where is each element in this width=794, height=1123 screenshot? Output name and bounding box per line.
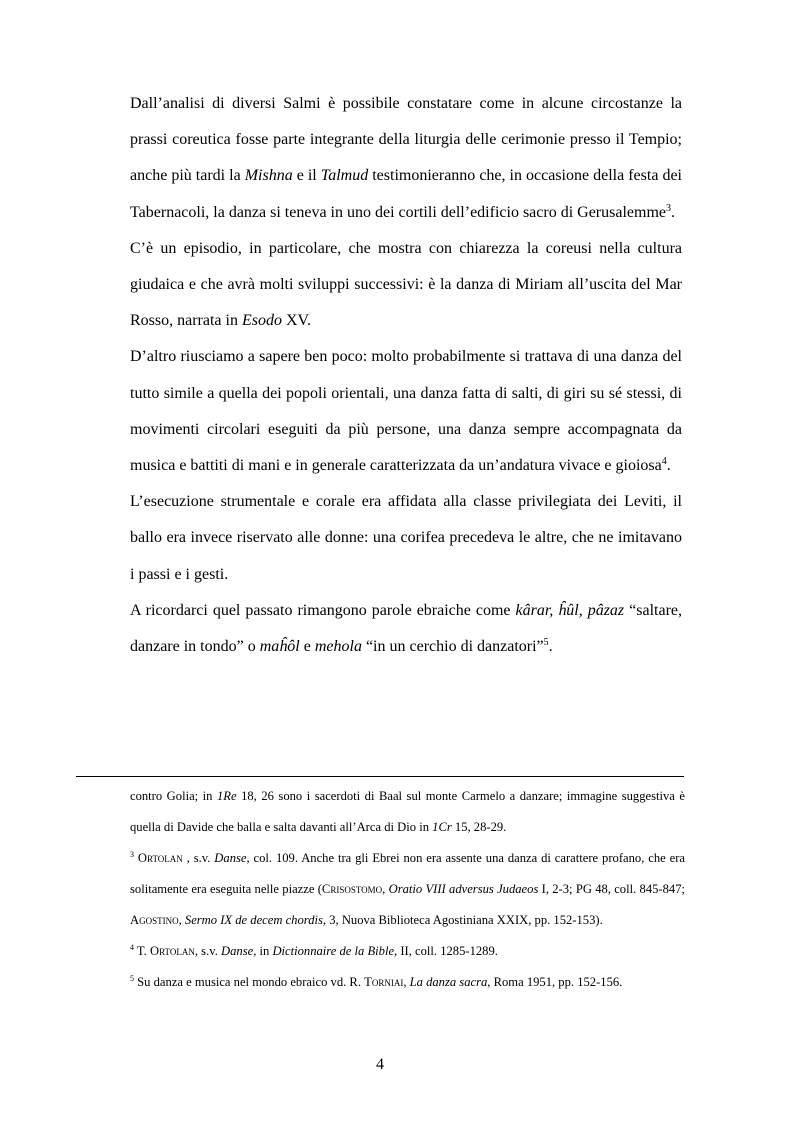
text-run: . (666, 457, 671, 475)
paragraph-salmi (130, 86, 682, 231)
text-run: testimonieranno che, in occasione della festa dei Tabernacoli, la danza si teneva in uno dei cortili dell’edificio sacro di Gerusalemme (130, 167, 683, 221)
footnote-number: 5 (130, 974, 134, 983)
footnote-ref[interactable]: 3 (666, 202, 671, 214)
text-run: Su danza e musica nel mondo ebraico vd. R. (134, 975, 365, 989)
italic-term: Oratio VIII adversus Judaeos (388, 882, 539, 896)
text-run: , Roma 1951, pp. 152-156. (487, 975, 623, 989)
text-run: e il (292, 167, 321, 185)
text-run: D’altro riusciamo a sapere ben poco: molto probabilmente si trattava di una danza del tutto simile a quella dei popoli orientali, una danza fatta di salti, di giri su sé stessi, di movimenti circolari eseguiti da più persone, una danza sempre accompagnata da musica e battiti di mani e in generale caratterizzata da un’andatura vivace e gioiosa (130, 348, 682, 475)
author-name: Agostino (130, 913, 179, 927)
text-run: 15, 28-29. (451, 820, 507, 834)
text-run: e (299, 638, 315, 656)
text-run: . (671, 203, 675, 221)
footnote-ref[interactable]: 4 (661, 456, 667, 468)
italic-term: 1Re (216, 789, 237, 803)
paragraph-miriam (130, 231, 682, 340)
footnote-5 (130, 967, 685, 998)
footnotes (130, 781, 685, 998)
footnote-separator (76, 776, 684, 777)
text-run: , in (253, 944, 273, 958)
italic-term: Mishna (244, 167, 293, 185)
footnote-3 (130, 843, 685, 936)
footnote-4 (130, 936, 685, 967)
footnote-number: 4 (130, 943, 134, 952)
text-run: “in un cerchio di danzatori” (361, 638, 544, 656)
italic-term: kârar, ĥûl, pâzaz (515, 601, 625, 619)
text-run: contro Golia; in (130, 789, 217, 803)
text-run: 18, 26 sono i sacerdoti di Baal sul monte Carmelo a danzare; immagine suggestiva è quella di Davide che balla e salta davanti all’Arca di Dio in (130, 789, 685, 834)
text-run: , (403, 975, 410, 989)
footnote-number: 3 (130, 850, 134, 859)
footnote-ref[interactable]: 5 (543, 637, 549, 649)
text-run: A ricordarci quel passato rimangono parole ebraiche come (130, 601, 516, 619)
author-name: Ortolan (149, 944, 195, 958)
text-run: XV. (281, 312, 312, 330)
italic-term: Sermo IX de decem chordis (184, 913, 323, 927)
italic-term: Dictionnaire de la Bible (272, 944, 395, 958)
text-run: C’è un episodio, in particolare, che mostra con chiarezza la coreusi nella cultura giudaica e che avrà molti sviluppi successivi: è la danza di Miriam all’uscita del Mar Rosso, narrata in (130, 239, 682, 330)
text-run: L’esecuzione strumentale e corale era affidata alla classe privilegiata dei Leviti, il ballo era invece riservato alle donne: una corifea precedeva le altre, che ne imitavano i passi e i gesti. (130, 493, 682, 583)
author-name: Torniai (364, 975, 404, 989)
italic-term: mehola (314, 638, 362, 656)
italic-term: Talmud (320, 167, 369, 185)
text-run: , (382, 882, 389, 896)
text-run: . (548, 638, 553, 656)
text-run: , 3, Nuova Biblioteca Agostiniana XXIX, pp. 152-153). (322, 913, 603, 927)
italic-term: La danza sacra (409, 975, 488, 989)
italic-term: Danse (221, 944, 254, 958)
text-run: , II, coll. 1285-1289. (394, 944, 498, 958)
author-name: Ortolan (134, 851, 183, 865)
paragraph-parole-ebraiche (130, 593, 682, 665)
text-run: , col. 109. Anche tra gli Ebrei non era assente una danza di carattere profano, che era solitamente era eseguita nelle piazze ( (130, 851, 685, 896)
text-run: , (178, 913, 185, 927)
text-run: , s.v. (194, 944, 221, 958)
text-run: , s.v. (182, 851, 215, 865)
italic-term: maĥôl (259, 638, 300, 656)
italic-term: Danse (214, 851, 247, 865)
text-run: I, 2-3; PG 48, coll. 845-847; (538, 882, 686, 896)
text-run: T. (134, 944, 150, 958)
page-number: 4 (376, 1056, 384, 1073)
text-run: Dall’analisi di diversi Salmi è possibile constatare come in alcune circostanze la prassi coreutica fosse parte integrante della liturgia delle cerimonie presso il Tempio; anche più tardi la (130, 95, 682, 185)
italic-term: 1Cr (432, 820, 452, 834)
paragraph-leviti (130, 484, 682, 593)
paragraph-danza (130, 339, 682, 484)
footnote-continuation (130, 781, 685, 843)
body-text (130, 86, 682, 665)
author-name: Crisostomo (321, 882, 383, 896)
italic-term: Esodo (241, 312, 282, 330)
text-run: “saltare, danzare in tondo” o (130, 601, 682, 656)
